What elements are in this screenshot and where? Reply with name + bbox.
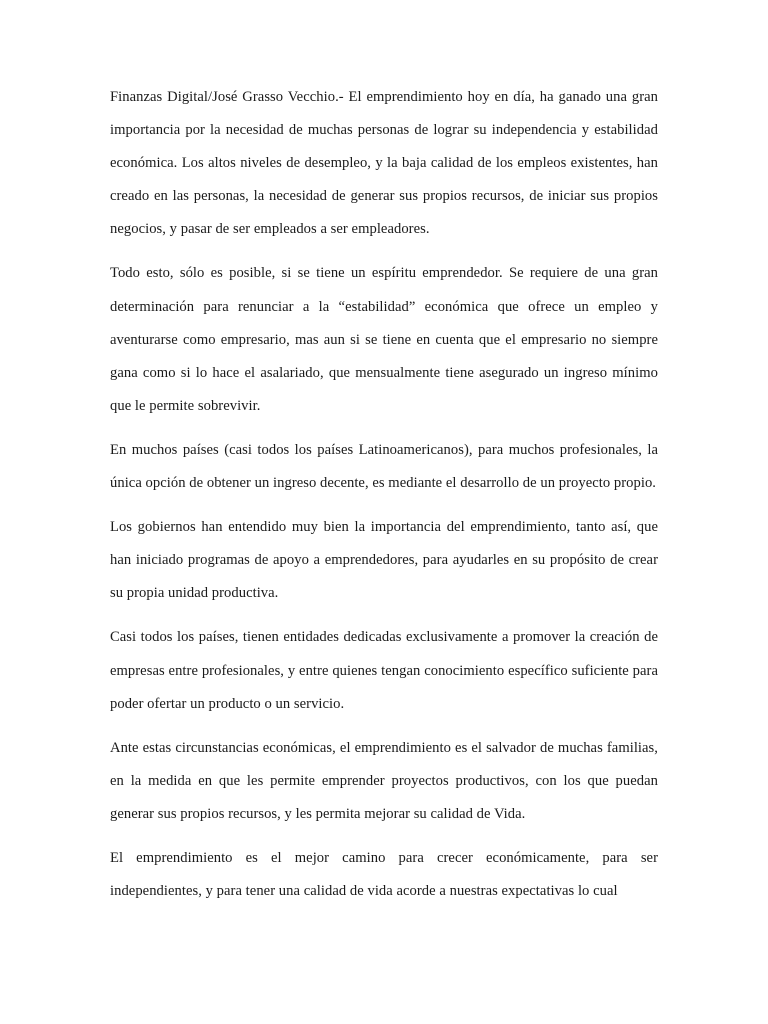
paragraph: El emprendimiento es el mejor camino para crecer económicamente, para ser independientes, y para tener una calidad de vida acorde a nuestras expectativas lo cual [110, 849, 658, 900]
paragraph: Todo esto, sólo es posible, si se tiene un espíritu emprendedor. Se requiere de una gran determinación para renunciar a la “estabilidad” económica que ofrece un empleo y aventurarse como empresario, mas aun si se tiene en cuenta que el empresario no siempre gana como si lo hace el asalariado, que mensualmente tiene asegurado un ingreso mínimo que le permite sobrevivir. [110, 265, 658, 414]
paragraph: Finanzas Digital/José Grasso Vecchio.- El emprendimiento hoy en día, ha ganado una gran importancia por la necesidad de muchas personas de lograr su independencia y estabilidad económica. Los altos niveles de desempleo, y la baja calidad de los empleos existentes, han creado en las personas, la necesidad de generar sus propios recursos, de iniciar sus propios negocios, y pasar de ser empleados a ser empleadores. [110, 89, 658, 238]
paragraph: En muchos países (casi todos los países Latinoamericanos), para muchos profesionales, la única opción de obtener un ingreso decente, es mediante el desarrollo de un proyecto propio. [110, 441, 658, 492]
paragraph: Los gobiernos han entendido muy bien la importancia del emprendimiento, tanto así, que han iniciado programas de apoyo a emprendedores, para ayudarles en su propósito de crear su propia unidad productiva. [110, 519, 658, 602]
paragraph: Casi todos los países, tienen entidades dedicadas exclusivamente a promover la creación de empresas entre profesionales, y entre quienes tengan conocimiento específico suficiente para poder ofertar un producto o un servicio. [110, 629, 658, 712]
document-body [110, 81, 658, 919]
paragraph: Ante estas circunstancias económicas, el emprendimiento es el salvador de muchas familias, en la medida en que les permite emprender proyectos productivos, con los que puedan generar sus propios recursos, y les permita mejorar su calidad de Vida. [110, 739, 658, 822]
